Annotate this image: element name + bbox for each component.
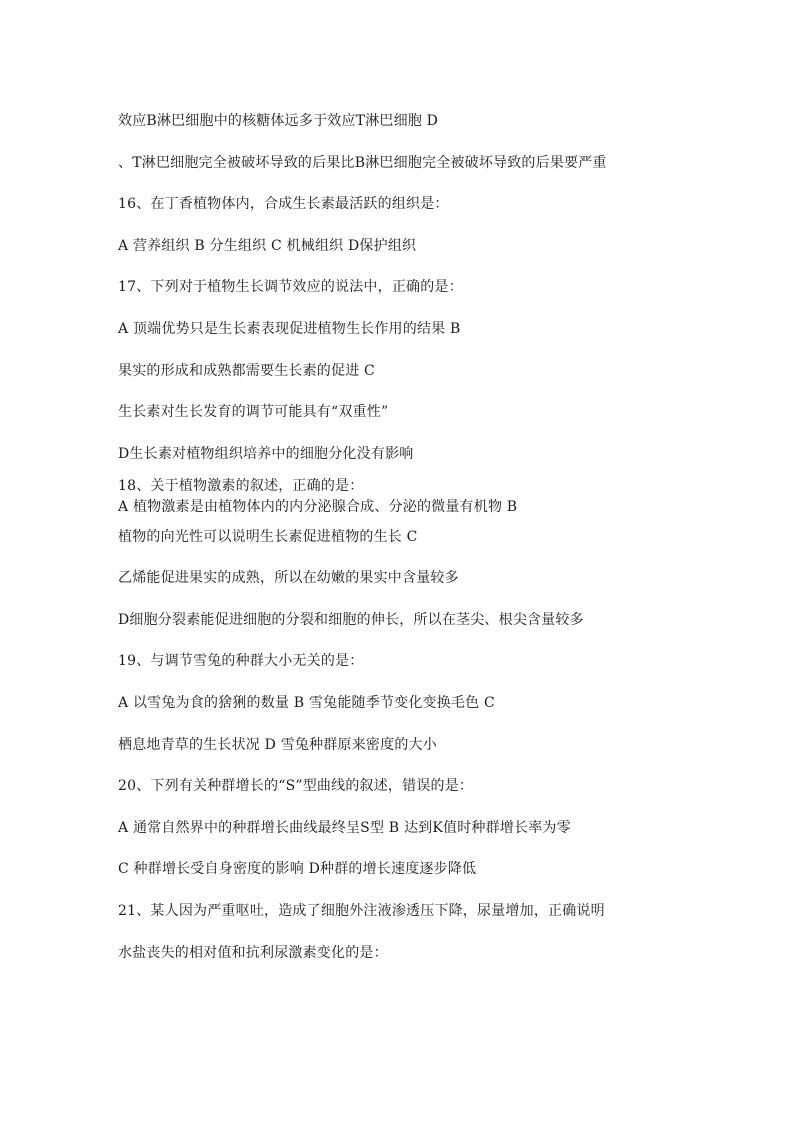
question-20: 20、下列有关种群增长的“S”型曲线的叙述，错误的是： <box>118 778 474 794</box>
question-17-option-d: D生长素对植物组织培养中的细胞分化没有影响 <box>118 446 414 462</box>
question-19: 19、与调节雪兔的种群大小无关的是： <box>118 653 364 669</box>
question-19-options-ab: A 以雪兔为食的猞猁的数量 B 雪兔能随季节变化变换毛色 C <box>118 695 495 711</box>
question-20-options-cd: C 种群增长受自身密度的影响 D种群的增长速度逐步降低 <box>118 861 477 877</box>
question-19-options-cd: 栖息地青草的生长状况 D 雪兔种群原来密度的大小 <box>118 737 437 753</box>
text-line-1: 效应B淋巴细胞中的核糖体远多于效应T淋巴细胞 D <box>118 113 439 129</box>
question-17-option-a: A 顶端优势只是生长素表现促进植物生长作用的结果 B <box>118 321 461 337</box>
question-18-option-a: A 植物激素是由植物体内的内分泌腺合成、分泌的微量有机物 B <box>118 499 518 515</box>
question-17-option-c: 生长素对生长发育的调节可能具有“双重性” <box>118 404 389 420</box>
text-line-2: 、T淋巴细胞完全被破坏导致的后果比B淋巴细胞完全被破坏导致的后果要严重 <box>118 155 607 171</box>
question-18: 18、关于植物激素的叙述，正确的是： <box>118 478 364 494</box>
question-16-options: A 营养组织 B 分生组织 C 机械组织 D保护组织 <box>118 238 417 254</box>
question-18-option-d: D细胞分裂素能促进细胞的分裂和细胞的伸长，所以在茎尖、根尖含量较多 <box>118 612 584 628</box>
question-18-option-b: 植物的向光性可以说明生长素促进植物的生长 C <box>118 529 418 545</box>
question-17: 17、下列对于植物生长调节效应的说法中，正确的是： <box>118 279 463 295</box>
question-21: 21、某人因为严重呕吐，造成了细胞外注液渗透压下降，尿量增加，正确说明 <box>118 903 605 919</box>
question-16: 16、在丁香植物体内，合成生长素最活跃的组织是： <box>118 196 449 212</box>
question-18-option-c: 乙烯能促进果实的成熟，所以在幼嫩的果实中含量较多 <box>118 570 459 586</box>
question-17-option-b: 果实的形成和成熟都需要生长素的促进 C <box>118 363 375 379</box>
question-21-continued: 水盐丧失的相对值和抗利尿激素变化的是： <box>118 945 388 961</box>
question-20-options-ab: A 通常自然界中的种群增长曲线最终呈S型 B 达到K值时种群增长率为零 <box>118 820 571 836</box>
